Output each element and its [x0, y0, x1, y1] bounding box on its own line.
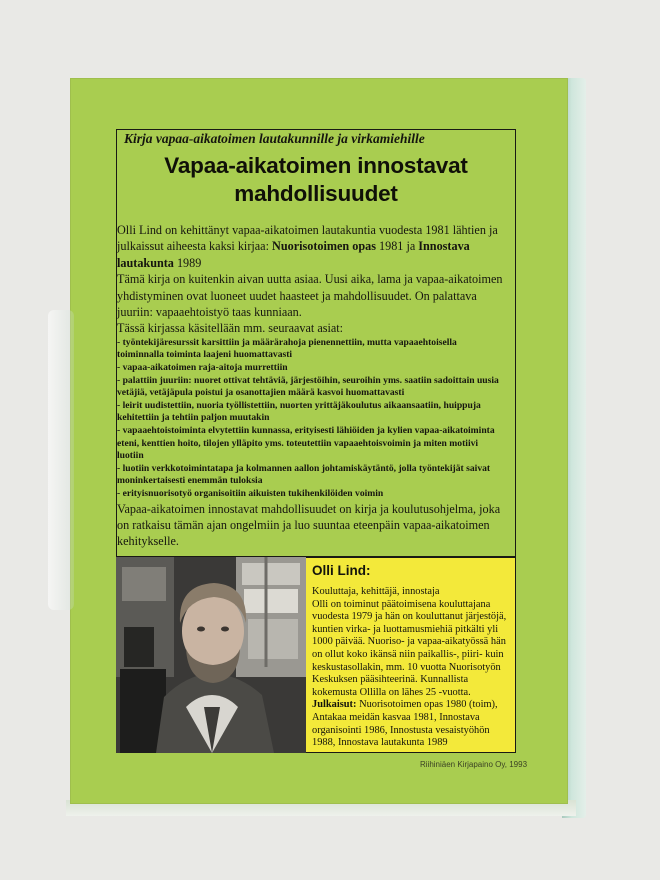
author-portrait-image [116, 557, 306, 753]
author-bio-box [306, 557, 516, 753]
list-item: - työntekijäresurssit karsittiin ja määrärahoja pienennettiin, mutta vapaaehtoisella toiminnalla toiminta laajeni huomattavasti [117, 336, 457, 361]
author-description: Olli on toiminut päätoimisena kouluttajana vuodesta 1979 ja hän on kouluttanut järjestöjä, kuntien virka- ja luottamusmiehiä pitkälti yli 1000 päivää. Nuoriso- ja vapaa-aikatyössä hän on ollut koko ikänsä niin paikallis-, piiri- kuin keskustasollakin, mm. 10 vuotta Nuorisotyön Keskuksen pääsihteerinä. Kunnallista kokemusta Ollilla on lähes 25 -vuotta. [312, 598, 507, 698]
intro-book2: Innostava lautakunta [117, 239, 470, 270]
topics-heading: Tässä kirjassa käsitellään mm. seuraavat asiat: [117, 321, 344, 336]
plastic-wrap-glare [48, 310, 74, 610]
printer-credit: Riihiniäen Kirjapaino Oy, 1993 [420, 760, 528, 769]
list-item: - palattiin juuriin: nuoret ottivat tehtäviä, järjestöihin, seuroihin yms. saatiin sadoittain uusia vetäjiä, vetäjäpula poistui ja osanottajien määrä kasvoi huomattavasti [117, 374, 499, 399]
author-roles: Kouluttaja, kehittäjä, innostaja [312, 586, 440, 597]
list-item: - leirit uudistettiin, nuoria työllistettiin, nuorten yrittäjäkoulutus aikaansaatiin, huippuja kehitettiin ja tehtiin paljon muutakin [117, 399, 481, 424]
book-title [116, 152, 516, 208]
topics-list [117, 337, 503, 501]
book-title-line2: mahdollisuudet [234, 181, 398, 206]
closing-paragraph: Vapaa-aikatoimen innostavat mahdollisuudet on kirja ja koulutusohjelma, joka on ratkaisu tämän ajan ongelmiin ja luo suuntaa eteenpäin vapaa-aikatoimen kehitykselle. [117, 501, 501, 549]
new-content-paragraph: Tämä kirja on kuitenkin aivan uutta asiaa. Uusi aika, lama ja vapaa-aikatoimen yhdistyminen ovat luoneet uudet haasteet ja mahdollisuudet. On palattava juuriin: vapaaehtoistyö taas kunniaan. [117, 272, 503, 320]
author-name: Olli Lind: [312, 563, 371, 578]
cover-kicker: Kirja vapaa-aikatoimen lautakunnille ja virkamiehille [124, 131, 425, 146]
intro-text-b: 1981 ja [375, 239, 419, 254]
author-publications [312, 699, 509, 749]
list-item: - vapaa-aikatoimen raja-aitoja murrettiin [117, 362, 288, 374]
list-item: - vapaaehtoistoiminta elvytettiin kunnassa, erityisesti lähiöiden ja kylien vapaa-aikatoiminta eteni, kenttien hoito, tilojen ylläpito yms. toteutettiin vapaaehtoisvoimin ja miten motiivi luotiin [117, 425, 495, 462]
publications-list: Nuorisotoimen opas 1980 (toim), Antakaa meidän kasvaa 1981, Innostava organisointi 1986, Innostusta vesaistyöhön 1988, Innostava lautakunta 1989 [312, 699, 498, 749]
author-photo [116, 557, 306, 753]
publications-label: Julkaisut: [312, 699, 357, 711]
list-item: - erityisnuorisotyö organisoitiin aikuisten tukihenkilöiden voimin [117, 487, 384, 499]
list-item: - luotiin verkkotoimintatapa ja kolmannen aallon johtamiskäytäntö, jolla työntekijät saivat moninkertaisesti enemmän tuloksia [117, 462, 491, 487]
blurb [117, 222, 503, 550]
intro-text-a: Olli Lind on kehittänyt vapaa-aikatoimen lautakuntia vuodesta 1981 lähtien ja julkaissut aiheesta kaksi kirjaa: [117, 223, 498, 254]
intro-book1: Nuorisotoimen opas [272, 239, 376, 254]
intro-text-c: 1989 [173, 255, 202, 270]
book-title-line1: Vapaa-aikatoimen innostavat [164, 153, 468, 178]
intro-paragraph [117, 222, 503, 271]
